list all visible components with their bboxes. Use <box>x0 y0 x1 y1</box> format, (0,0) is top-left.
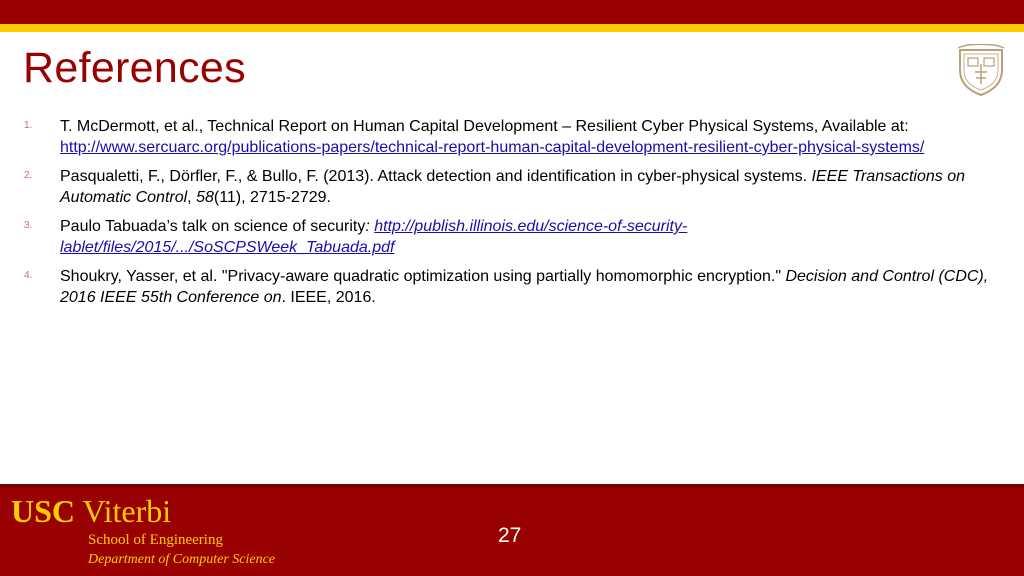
reference-link[interactable]: http://publish.illinois.edu/science-of-security-lablet/files/2015/.../SoSCPSWeek_Tabuada.pdf <box>60 218 688 256</box>
reference-link[interactable]: http://www.sercuarc.org/publications-papers/technical-report-human-capital-development-resilient-cyber-physical-systems/ <box>60 139 925 156</box>
reference-text: Shoukry, Yasser, et al. "Privacy-aware quadratic optimization using partially homomorphic encryption." Decision and Control (CDC), 2016 IEEE 55th Conference on. IEEE, 2016. <box>60 268 989 306</box>
usc-viterbi-logo: USC Viterbi <box>11 493 172 529</box>
reference-text: T. McDermott, et al., Technical Report on Human Capital Development – Resilient Cyber Physical Systems, Available at: http://www.sercuarc.org/publications-papers/technical-report-human-capital-development-resilient-cyber-physical-systems/ <box>60 118 925 156</box>
reference-text: Pasqualetti, F., Dörfler, F., & Bullo, F. (2013). Attack detection and identification in cyber-physical systems. IEEE Transactions on Automatic Control, 58(11), 2715-2729. <box>60 168 966 206</box>
school-name: School of Engineering <box>88 532 223 548</box>
top-gold-stripe <box>0 24 1024 32</box>
page-number: 27 <box>498 524 522 547</box>
usc-seal-icon <box>954 44 1008 96</box>
reference-item <box>24 266 1004 308</box>
reference-item <box>24 166 1004 208</box>
reference-text: Paulo Tabuada’s talk on science of security: http://publish.illinois.edu/science-of-security-lablet/files/2015/.../SoSCPSWeek_Tabuada.pdf <box>60 218 688 256</box>
reference-list <box>24 116 1004 316</box>
reference-item <box>24 116 1004 158</box>
reference-number: 2. <box>24 170 33 181</box>
reference-number: 3. <box>24 220 33 231</box>
page-title: References <box>23 44 246 92</box>
reference-number: 1. <box>24 120 33 131</box>
reference-item <box>24 216 1004 258</box>
department-name: Department of Computer Science <box>88 552 276 567</box>
top-banner <box>0 0 1024 24</box>
reference-number: 4. <box>24 270 33 281</box>
